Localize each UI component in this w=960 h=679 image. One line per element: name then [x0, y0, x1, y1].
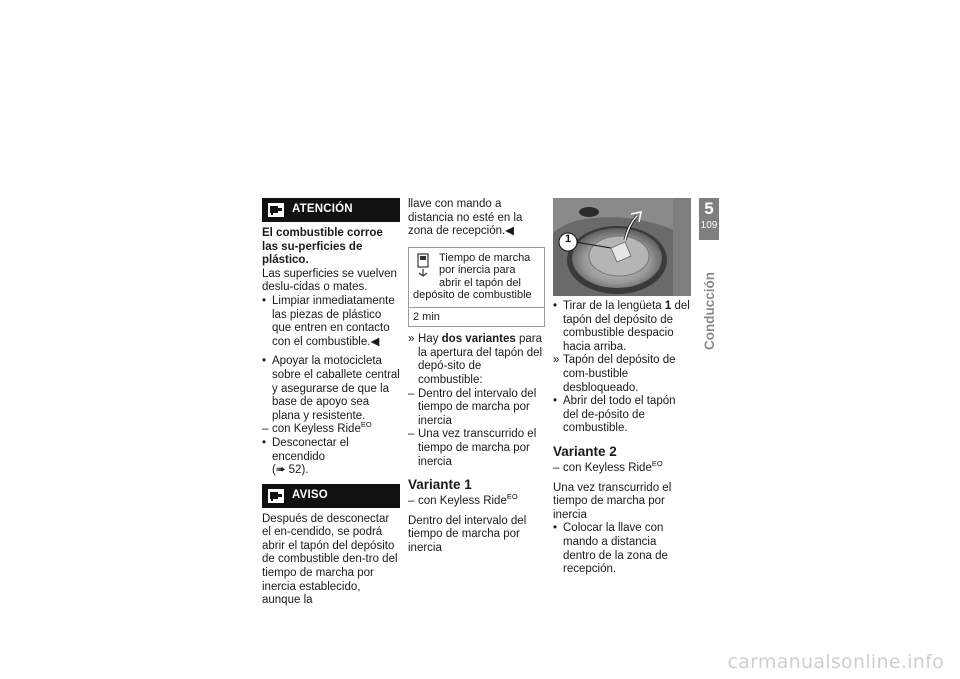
warning-icon	[268, 203, 284, 217]
result-item: » Hay dos variantes para la apertura del tapón del depó-sito de combustible:	[408, 333, 543, 387]
warning-text: Las superficies se vuelven deslu-cidas o mates.	[262, 267, 397, 294]
list-item: • Apoyar la motocicleta sobre el caballete central y asegurarse de que la base de apoyo sea plana y resistente.	[262, 355, 400, 422]
photo-callout-1: 1	[564, 233, 572, 245]
condition-item: – con Keyless Ride$^{EO}$	[262, 420, 372, 436]
time-icon	[413, 252, 433, 278]
notice-label: AVISO	[292, 488, 328, 501]
column-2	[408, 198, 545, 556]
info-value: 2 min	[409, 307, 544, 327]
dash-item: – Dentro del intervalo del tiempo de marcha por inercia	[408, 387, 537, 427]
warning-title: El combustible corroe las su-perficies de plástico.	[262, 227, 383, 267]
info-box	[408, 247, 545, 328]
condition-item: – con Keyless Ride$^{EO}$	[553, 459, 663, 474]
dash-item: – Una vez transcurrido el tiempo de marcha por inercia	[408, 428, 537, 468]
info-text: Tiempo de marcha por inercia para abrir el tapón del depósito de combustible	[413, 251, 532, 302]
warning-label: ATENCIÓN	[292, 203, 353, 216]
variant-2-heading: Variante 2	[553, 443, 617, 459]
page-number: 109	[700, 220, 718, 231]
continued-text: llave con mando a distancia no esté en la zona de recepción.◀	[408, 198, 523, 238]
column-3	[553, 198, 691, 577]
notice-header	[262, 484, 400, 508]
list-item: • Abrir del todo el tapón del de-pósito de combustible.	[553, 395, 676, 435]
result-item: » Tapón del depósito de com-bustible desbloqueado.	[553, 354, 676, 394]
list-item: • Tirar de la lengüeta 1 del tapón del depósito de combustible despacio hacia arriba.	[553, 300, 690, 353]
chapter-number: 5	[704, 199, 714, 218]
list-item: • Limpiar inmediatamente las piezas de plástico que entren en contacto con el combustible.◀	[262, 294, 395, 348]
condition-item: – con Keyless Ride$^{EO}$	[408, 492, 518, 508]
watermark: carmanualsonline.info	[727, 651, 944, 673]
chapter-tab	[699, 198, 719, 240]
list-item: • Colocar la llave con mando a distancia dentro de la zona de recepción.	[553, 522, 668, 576]
list-item: • Desconectar el encendido (➠ 52).	[262, 436, 349, 477]
notice-text: Después de desconectar el en-cendido, se podrá abrir el tapón del depósito de combustible den-tro del tiempo de marcha por inercia establecido, aunque la	[262, 512, 398, 607]
notice-icon	[268, 489, 284, 503]
variant-1-heading: Variante 1	[408, 477, 472, 493]
chapter-title: Conducción	[702, 272, 717, 350]
variant-1-text: Dentro del intervalo del tiempo de marcha por inercia	[408, 514, 527, 554]
variant-2-text: Una vez transcurrido el tiempo de marcha por inercia	[553, 481, 672, 521]
column-1	[262, 198, 400, 608]
warning-header	[262, 198, 400, 222]
fuel-cap-photo	[553, 198, 691, 296]
